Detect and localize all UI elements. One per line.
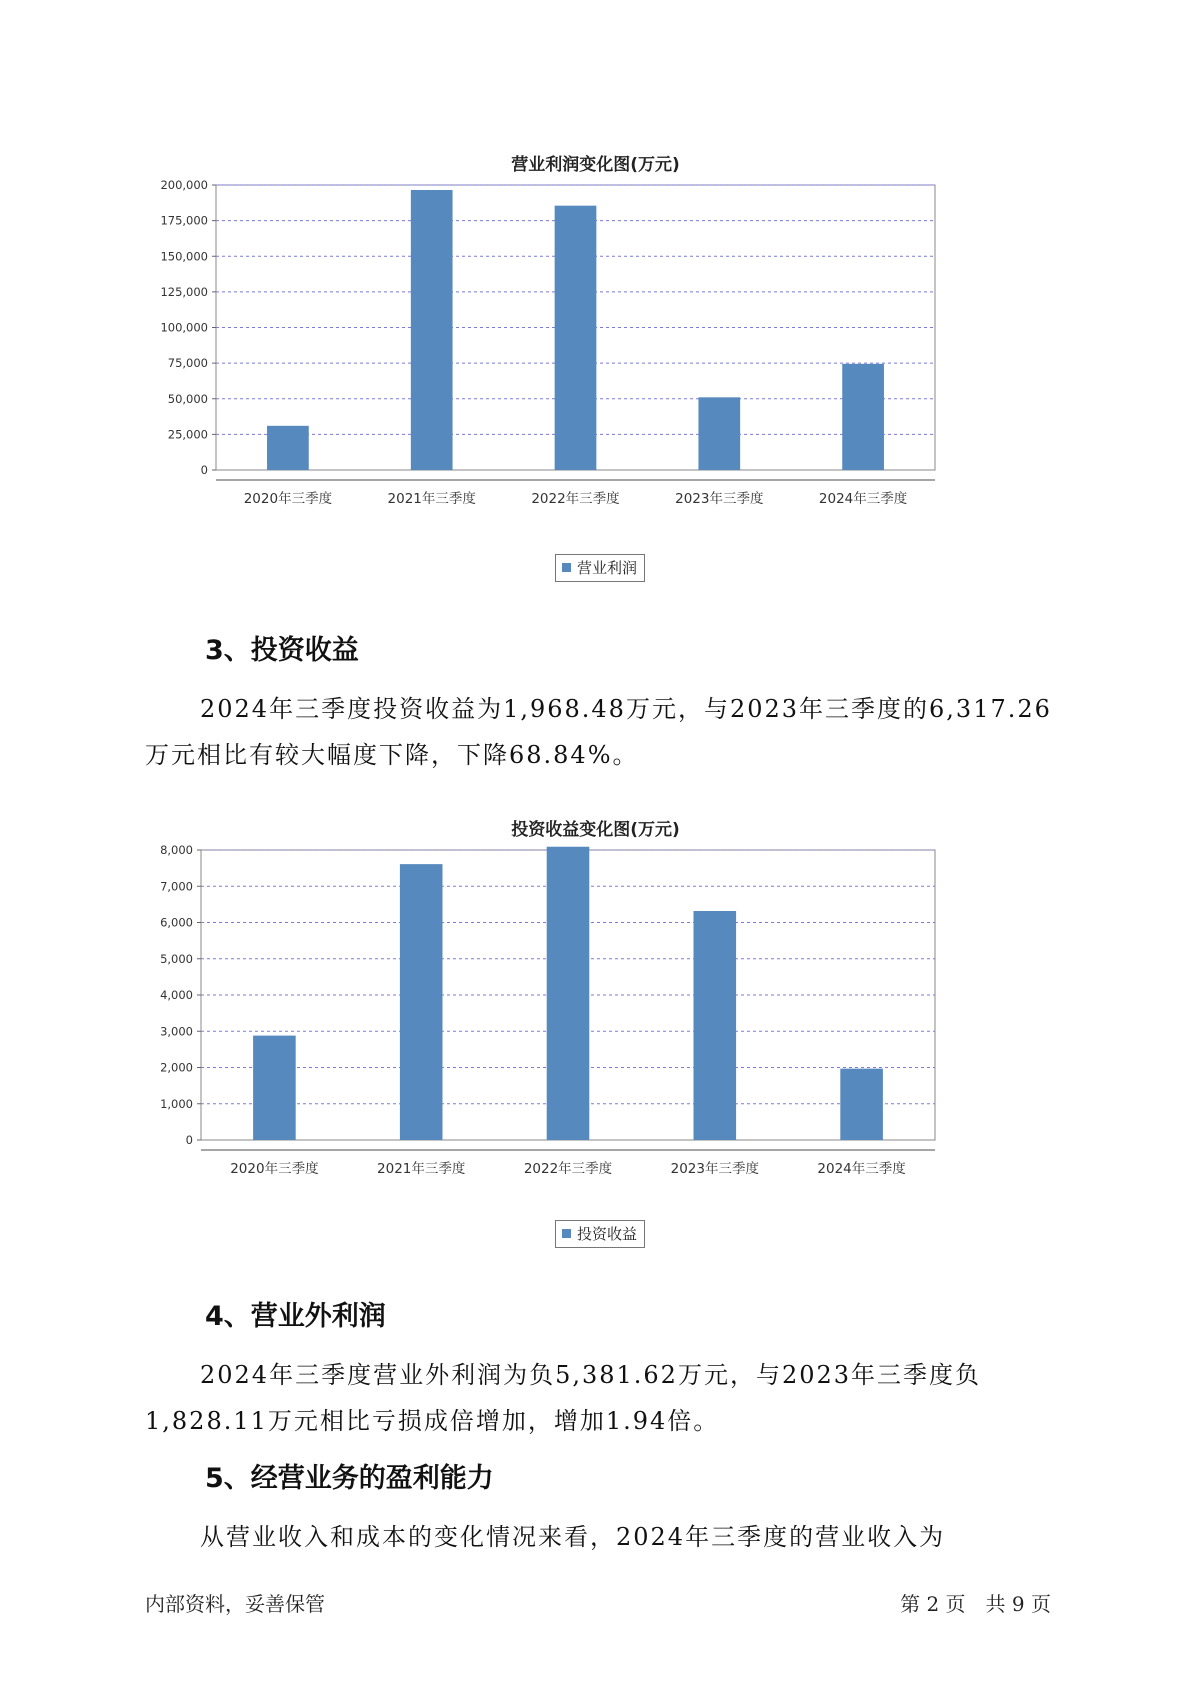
y-tick-label: 7,000 bbox=[160, 879, 193, 894]
y-tick-label: 6,000 bbox=[160, 915, 193, 930]
section-paragraph-investment-income: 2024年三季度投资收益为1,968.48万元，与2023年三季度的6,317.26万元相比有较大幅度下降，下降68.84%。 bbox=[145, 695, 1052, 769]
y-tick-label: 125,000 bbox=[160, 284, 208, 299]
bar-2022年三季度 bbox=[547, 847, 590, 1140]
chart-legend bbox=[555, 554, 645, 582]
x-tick-label: 2021年三季度 bbox=[377, 1161, 466, 1177]
bar-2022年三季度 bbox=[555, 206, 597, 470]
section-paragraph-non-operating-profit: 2024年三季度营业外利润为负5,381.62万元，与2023年三季度负1,828.11万元相比亏损成倍增加，增加1.94倍。 bbox=[145, 1361, 982, 1435]
page-mid: 页 共 bbox=[945, 1592, 1006, 1616]
page-current: 2 bbox=[926, 1592, 940, 1616]
bar-2020年三季度 bbox=[267, 426, 309, 470]
y-tick-label: 8,000 bbox=[160, 843, 193, 857]
x-tick-label: 2023年三季度 bbox=[670, 1161, 759, 1177]
chart-title: 营业利润变化图(万元) bbox=[511, 155, 680, 175]
y-tick-label: 0 bbox=[185, 1133, 193, 1147]
y-tick-label: 100,000 bbox=[160, 320, 208, 335]
operating-profit-bar-chart bbox=[0, 180, 1191, 600]
section-heading-investment-income: 3、投资收益 bbox=[205, 635, 359, 666]
y-tick-label: 50,000 bbox=[167, 391, 208, 406]
bar-2024年三季度 bbox=[842, 364, 884, 470]
y-tick-label: 75,000 bbox=[167, 356, 208, 371]
y-tick-label: 150,000 bbox=[160, 249, 208, 264]
x-tick-label: 2024年三季度 bbox=[817, 1161, 906, 1177]
bar-2024年三季度 bbox=[840, 1069, 883, 1140]
bar-2021年三季度 bbox=[400, 864, 443, 1140]
page-suffix: 页 bbox=[1031, 1592, 1051, 1616]
x-tick-label: 2024年三季度 bbox=[818, 491, 908, 507]
x-tick-label: 2022年三季度 bbox=[523, 1161, 613, 1177]
y-tick-label: 2,000 bbox=[160, 1060, 193, 1075]
y-tick-label: 5,000 bbox=[160, 951, 193, 966]
section-paragraph-profitability: 从营业收入和成本的变化情况来看，2024年三季度的营业收入为 bbox=[200, 1523, 946, 1551]
legend-swatch bbox=[562, 1229, 571, 1238]
x-tick-label: 2021年三季度 bbox=[387, 491, 476, 507]
y-tick-label: 200,000 bbox=[160, 178, 208, 192]
legend-label: 营业利润 bbox=[577, 559, 638, 577]
y-tick-label: 3,000 bbox=[160, 1024, 193, 1039]
chart-title: 投资收益变化图(万元) bbox=[511, 820, 680, 840]
y-tick-label: 175,000 bbox=[160, 213, 208, 228]
x-tick-label: 2023年三季度 bbox=[675, 491, 764, 507]
bar-2023年三季度 bbox=[694, 911, 737, 1140]
y-tick-label: 1,000 bbox=[160, 1096, 193, 1111]
legend-label: 投资收益 bbox=[577, 1225, 638, 1243]
x-tick-label: 2020年三季度 bbox=[230, 1161, 319, 1177]
section-heading-profitability: 5、经营业务的盈利能力 bbox=[205, 1463, 494, 1494]
footer-page-number bbox=[900, 1588, 1051, 1617]
footer-confidential-note: 内部资料，妥善保管 bbox=[145, 1592, 325, 1616]
x-tick-label: 2020年三季度 bbox=[243, 491, 333, 507]
legend-swatch bbox=[562, 563, 571, 572]
y-tick-label: 0 bbox=[200, 463, 208, 477]
chart-legend bbox=[555, 1220, 645, 1248]
section-heading-non-operating-profit: 4、营业外利润 bbox=[205, 1301, 386, 1332]
page-prefix: 第 bbox=[900, 1592, 921, 1616]
investment-income-bar-chart bbox=[0, 845, 1191, 1265]
page-total: 9 bbox=[1011, 1592, 1025, 1616]
x-tick-label: 2022年三季度 bbox=[531, 491, 620, 507]
bar-2021年三季度 bbox=[411, 190, 453, 470]
bar-2023年三季度 bbox=[698, 397, 740, 470]
y-tick-label: 25,000 bbox=[167, 427, 208, 442]
y-tick-label: 4,000 bbox=[160, 988, 193, 1002]
bar-2020年三季度 bbox=[253, 1036, 296, 1140]
